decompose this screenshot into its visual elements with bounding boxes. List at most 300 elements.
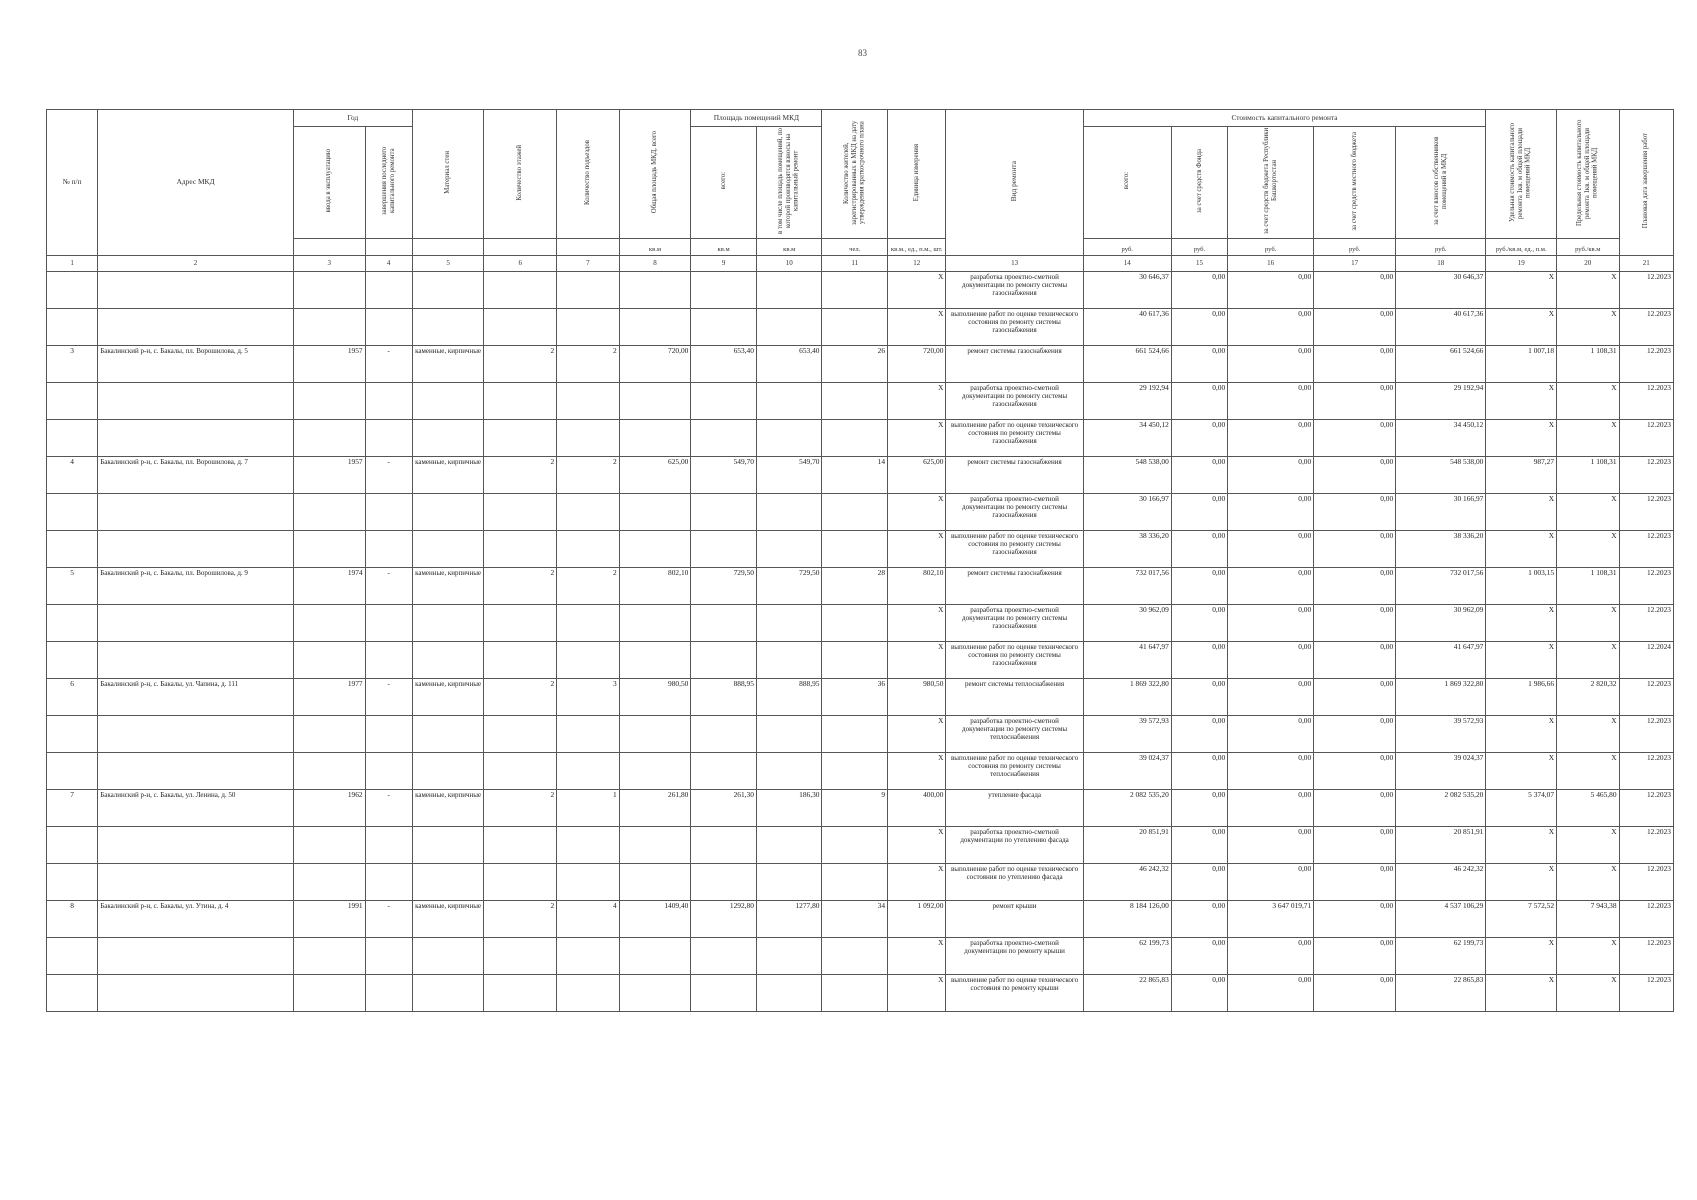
cell-address [98, 863, 294, 900]
cell-local: 0,00 [1314, 863, 1396, 900]
cell-material [412, 752, 484, 789]
cell-fund: 0,00 [1171, 863, 1227, 900]
cell-year [293, 863, 365, 900]
cell-unit: 625,00 [888, 456, 946, 493]
cell-last [365, 419, 412, 456]
cell-unit-cost: 1 986,66 [1486, 678, 1557, 715]
header-planned-date: Плановая дата завершения работ [1619, 110, 1673, 256]
header-unit-cost: Удельная стоимость капитального ремонта 1кв. м общей площади помещений МКД [1486, 110, 1557, 239]
cell-res [822, 974, 888, 1011]
cell-year [293, 937, 365, 974]
cell-area: 980,50 [619, 678, 691, 715]
cell-res [822, 493, 888, 530]
table-row [47, 826, 1674, 863]
cell-floors [484, 382, 557, 419]
unit-cell [484, 238, 557, 255]
cell-res: 36 [822, 678, 888, 715]
cell-last: - [365, 345, 412, 382]
cell-work: выполнение работ по оценке технического состояния по ремонту системы теплоснабжения [946, 752, 1083, 789]
unit-cell [412, 238, 484, 255]
cell-entr [557, 863, 619, 900]
cell-last [365, 974, 412, 1011]
cell-unit: 1 092,00 [888, 900, 946, 937]
cell-total: 34 450,12 [1083, 419, 1171, 456]
cell-max-cost: X [1557, 863, 1619, 900]
cell-address [98, 271, 294, 308]
header-cost-owners: за счет взносов собственников помещений в МКД [1396, 127, 1486, 239]
cell-num [47, 419, 98, 456]
cell-date: 12.2023 [1619, 937, 1673, 974]
header-wall-material: Материал стен [412, 110, 484, 239]
table-row [47, 419, 1674, 456]
cell-local: 0,00 [1314, 974, 1396, 1011]
cell-unit-cost: X [1486, 752, 1557, 789]
cell-work: выполнение работ по оценке технического состояния по ремонту системы газоснабжения [946, 308, 1083, 345]
cell-fund: 0,00 [1171, 271, 1227, 308]
cell-fund: 0,00 [1171, 678, 1227, 715]
cell-local: 0,00 [1314, 752, 1396, 789]
cell-rt: 0,00 [1228, 567, 1314, 604]
cell-work: ремонт системы газоснабжения [946, 456, 1083, 493]
repair-plan-sheet [46, 109, 1674, 1012]
cell-num [47, 826, 98, 863]
cell-address [98, 308, 294, 345]
cell-entr [557, 271, 619, 308]
cell-unit-cost: X [1486, 826, 1557, 863]
cell-prem-incl [756, 937, 822, 974]
cell-date: 12.2023 [1619, 530, 1673, 567]
cell-prem-incl: 549,70 [756, 456, 822, 493]
cell-owners: 20 851,91 [1396, 826, 1486, 863]
cell-work: разработка проектно-сметной документации по ремонту системы газоснабжения [946, 382, 1083, 419]
header-premises-area: Площадь помещений МКД [691, 110, 822, 127]
cell-local: 0,00 [1314, 567, 1396, 604]
cell-max-cost: 1 108,31 [1557, 567, 1619, 604]
cell-owners: 46 242,32 [1396, 863, 1486, 900]
header-cost-total: всего: [1083, 127, 1171, 239]
cell-res [822, 419, 888, 456]
cell-total: 22 865,83 [1083, 974, 1171, 1011]
header-cost: Стоимость капитального ремонта [1083, 110, 1486, 127]
header-year: Год [293, 110, 412, 127]
cell-year [293, 604, 365, 641]
cell-floors [484, 419, 557, 456]
cell-res: 9 [822, 789, 888, 826]
cell-prem [691, 382, 757, 419]
cell-rt: 0,00 [1228, 678, 1314, 715]
cell-address: Бакалинский р-н, с. Бакалы, пл. Ворошилова, д. 9 [98, 567, 294, 604]
cell-res [822, 863, 888, 900]
cell-total: 30 646,37 [1083, 271, 1171, 308]
cell-total: 30 962,09 [1083, 604, 1171, 641]
cell-date: 12.2023 [1619, 678, 1673, 715]
cell-owners: 62 199,73 [1396, 937, 1486, 974]
cell-floors [484, 604, 557, 641]
cell-last: - [365, 567, 412, 604]
cell-unit: X [888, 863, 946, 900]
cell-rt: 3 647 019,71 [1228, 900, 1314, 937]
cell-unit-cost: X [1486, 604, 1557, 641]
cell-owners: 29 192,94 [1396, 382, 1486, 419]
repair-plan-table [46, 109, 1674, 1012]
cell-entr [557, 641, 619, 678]
table-row [47, 789, 1674, 826]
cell-area [619, 715, 691, 752]
cell-res: 14 [822, 456, 888, 493]
cell-floors [484, 308, 557, 345]
cell-work: выполнение работ по оценке технического состояния по утеплению фасада [946, 863, 1083, 900]
cell-fund: 0,00 [1171, 567, 1227, 604]
cell-prem-incl [756, 419, 822, 456]
cell-num [47, 382, 98, 419]
cell-rt: 0,00 [1228, 937, 1314, 974]
cell-prem-incl [756, 863, 822, 900]
cell-floors [484, 752, 557, 789]
cell-address [98, 937, 294, 974]
cell-unit-cost: X [1486, 271, 1557, 308]
cell-unit-cost: X [1486, 530, 1557, 567]
cell-rt: 0,00 [1228, 271, 1314, 308]
cell-year: 1991 [293, 900, 365, 937]
cell-rt: 0,00 [1228, 863, 1314, 900]
cell-address [98, 715, 294, 752]
header-residents: Количество жителей, зарегистрированных в МКД на дату утверждения краткосрочного плана [822, 110, 888, 239]
cell-prem [691, 752, 757, 789]
table-row [47, 974, 1674, 1011]
table-row [47, 530, 1674, 567]
cell-entr: 4 [557, 900, 619, 937]
header-cost-rt: за счет средств бюджета Республики Башкортостан [1228, 127, 1314, 239]
cell-area [619, 493, 691, 530]
cell-res: 34 [822, 900, 888, 937]
cell-total: 38 336,20 [1083, 530, 1171, 567]
cell-work: ремонт системы газоснабжения [946, 345, 1083, 382]
cell-rt: 0,00 [1228, 789, 1314, 826]
cell-year [293, 530, 365, 567]
cell-num [47, 863, 98, 900]
cell-material: каменные, кирпичные [412, 345, 484, 382]
cell-num: 4 [47, 456, 98, 493]
cell-num [47, 974, 98, 1011]
cell-date: 12.2023 [1619, 826, 1673, 863]
column-number: 4 [365, 255, 412, 271]
cell-total: 20 851,91 [1083, 826, 1171, 863]
cell-area [619, 530, 691, 567]
cell-prem-incl [756, 271, 822, 308]
cell-material [412, 974, 484, 1011]
cell-max-cost: X [1557, 641, 1619, 678]
cell-material [412, 604, 484, 641]
cell-fund: 0,00 [1171, 382, 1227, 419]
cell-last: - [365, 789, 412, 826]
cell-address: Бакалинский р-н, с. Бакалы, ул. Утина, д. 4 [98, 900, 294, 937]
cell-last: - [365, 456, 412, 493]
cell-material [412, 715, 484, 752]
cell-material: каменные, кирпичные [412, 789, 484, 826]
cell-last: - [365, 678, 412, 715]
table-row [47, 308, 1674, 345]
column-number: 9 [691, 255, 757, 271]
cell-entr [557, 715, 619, 752]
cell-rt: 0,00 [1228, 456, 1314, 493]
cell-date: 12.2023 [1619, 900, 1673, 937]
cell-unit: X [888, 382, 946, 419]
cell-prem [691, 826, 757, 863]
cell-owners: 40 617,36 [1396, 308, 1486, 345]
cell-material: каменные, кирпичные [412, 900, 484, 937]
unit-cell [365, 238, 412, 255]
cell-entr [557, 382, 619, 419]
cell-area: 802,10 [619, 567, 691, 604]
cell-max-cost: 7 943,38 [1557, 900, 1619, 937]
header-total-area: Общая площадь МКД, всего [619, 110, 691, 239]
cell-material [412, 530, 484, 567]
column-number: 2 [98, 255, 294, 271]
cell-date: 12.2023 [1619, 382, 1673, 419]
cell-floors: 2 [484, 678, 557, 715]
cell-address [98, 382, 294, 419]
cell-prem-incl [756, 493, 822, 530]
cell-last: - [365, 900, 412, 937]
unit-cell: руб. [1228, 238, 1314, 255]
cell-year [293, 271, 365, 308]
cell-unit-cost: X [1486, 974, 1557, 1011]
cell-fund: 0,00 [1171, 419, 1227, 456]
cell-year [293, 641, 365, 678]
cell-local: 0,00 [1314, 715, 1396, 752]
cell-last [365, 826, 412, 863]
cell-unit: X [888, 604, 946, 641]
cell-year [293, 715, 365, 752]
cell-year [293, 308, 365, 345]
cell-prem-incl [756, 308, 822, 345]
cell-max-cost: X [1557, 382, 1619, 419]
cell-last [365, 937, 412, 974]
cell-area: 720,00 [619, 345, 691, 382]
cell-floors [484, 826, 557, 863]
cell-address [98, 641, 294, 678]
cell-owners: 41 647,97 [1396, 641, 1486, 678]
cell-unit-cost: 987,27 [1486, 456, 1557, 493]
cell-local: 0,00 [1314, 382, 1396, 419]
table-row [47, 604, 1674, 641]
unit-cell: кв.м [691, 238, 757, 255]
cell-last [365, 604, 412, 641]
header-floors: Количество этажей [484, 110, 557, 239]
cell-prem [691, 530, 757, 567]
table-row [47, 863, 1674, 900]
cell-floors: 2 [484, 345, 557, 382]
column-number: 19 [1486, 255, 1557, 271]
cell-total: 30 166,97 [1083, 493, 1171, 530]
cell-date: 12.2023 [1619, 456, 1673, 493]
cell-date: 12.2024 [1619, 641, 1673, 678]
cell-entr [557, 493, 619, 530]
cell-prem: 261,30 [691, 789, 757, 826]
unit-cell: кв.м [619, 238, 691, 255]
cell-fund: 0,00 [1171, 937, 1227, 974]
cell-rt: 0,00 [1228, 604, 1314, 641]
cell-area: 1409,40 [619, 900, 691, 937]
cell-res [822, 604, 888, 641]
cell-date: 12.2023 [1619, 345, 1673, 382]
cell-area: 261,80 [619, 789, 691, 826]
column-number: 13 [946, 255, 1083, 271]
cell-res [822, 752, 888, 789]
cell-total: 39 572,93 [1083, 715, 1171, 752]
cell-unit: X [888, 419, 946, 456]
cell-address [98, 974, 294, 1011]
cell-owners: 39 572,93 [1396, 715, 1486, 752]
cell-fund: 0,00 [1171, 456, 1227, 493]
cell-max-cost: X [1557, 271, 1619, 308]
cell-total: 29 192,94 [1083, 382, 1171, 419]
cell-year [293, 382, 365, 419]
cell-year: 1974 [293, 567, 365, 604]
cell-work: разработка проектно-сметной документации по ремонту системы газоснабжения [946, 493, 1083, 530]
cell-rt: 0,00 [1228, 308, 1314, 345]
cell-area [619, 752, 691, 789]
cell-total: 62 199,73 [1083, 937, 1171, 974]
cell-fund: 0,00 [1171, 789, 1227, 826]
cell-res [822, 271, 888, 308]
cell-owners: 4 537 106,29 [1396, 900, 1486, 937]
cell-area [619, 826, 691, 863]
cell-num [47, 604, 98, 641]
header-cost-local: за счет средств местного бюджета [1314, 127, 1396, 239]
cell-num: 5 [47, 567, 98, 604]
header-premises-total: всего: [691, 127, 757, 239]
table-row [47, 678, 1674, 715]
cell-date: 12.2023 [1619, 604, 1673, 641]
cell-entr [557, 752, 619, 789]
cell-max-cost: X [1557, 715, 1619, 752]
cell-prem-incl: 888,95 [756, 678, 822, 715]
cell-total: 1 869 322,80 [1083, 678, 1171, 715]
cell-prem-incl: 729,50 [756, 567, 822, 604]
cell-date: 12.2023 [1619, 789, 1673, 826]
cell-fund: 0,00 [1171, 604, 1227, 641]
unit-cell: чел. [822, 238, 888, 255]
unit-cell [557, 238, 619, 255]
table-row [47, 493, 1674, 530]
cell-rt: 0,00 [1228, 419, 1314, 456]
column-number: 12 [888, 255, 946, 271]
cell-area [619, 382, 691, 419]
cell-max-cost: X [1557, 752, 1619, 789]
cell-floors [484, 493, 557, 530]
cell-local: 0,00 [1314, 789, 1396, 826]
header-work-type: Вид ремонта [946, 110, 1083, 256]
cell-local: 0,00 [1314, 937, 1396, 974]
column-number: 16 [1228, 255, 1314, 271]
cell-total: 46 242,32 [1083, 863, 1171, 900]
cell-max-cost: X [1557, 937, 1619, 974]
column-number: 18 [1396, 255, 1486, 271]
cell-prem-incl [756, 641, 822, 678]
cell-floors: 2 [484, 567, 557, 604]
cell-last [365, 715, 412, 752]
cell-owners: 30 962,09 [1396, 604, 1486, 641]
cell-owners: 30 646,37 [1396, 271, 1486, 308]
cell-max-cost: 2 820,32 [1557, 678, 1619, 715]
cell-unit: 720,00 [888, 345, 946, 382]
column-number: 14 [1083, 255, 1171, 271]
cell-year [293, 974, 365, 1011]
cell-unit-cost: X [1486, 382, 1557, 419]
cell-address: Бакалинский р-н, с. Бакалы, пл. Ворошилова, д. 7 [98, 456, 294, 493]
cell-year: 1957 [293, 345, 365, 382]
cell-owners: 1 869 322,80 [1396, 678, 1486, 715]
cell-local: 0,00 [1314, 900, 1396, 937]
cell-prem-incl [756, 715, 822, 752]
cell-address [98, 493, 294, 530]
unit-cell: руб. [1171, 238, 1227, 255]
column-number: 5 [412, 255, 484, 271]
cell-area [619, 604, 691, 641]
table-row [47, 900, 1674, 937]
cell-year [293, 419, 365, 456]
cell-entr: 2 [557, 567, 619, 604]
cell-floors: 2 [484, 789, 557, 826]
cell-material [412, 382, 484, 419]
cell-max-cost: X [1557, 530, 1619, 567]
cell-work: разработка проектно-сметной документации по ремонту крыши [946, 937, 1083, 974]
cell-material [412, 826, 484, 863]
cell-res [822, 308, 888, 345]
unit-cell: кв.м [756, 238, 822, 255]
cell-unit-cost: X [1486, 715, 1557, 752]
cell-fund: 0,00 [1171, 752, 1227, 789]
cell-unit-cost: X [1486, 863, 1557, 900]
cell-floors [484, 641, 557, 678]
cell-address: Бакалинский р-н, с. Бакалы, ул. Чапина, д. 111 [98, 678, 294, 715]
cell-unit: X [888, 530, 946, 567]
cell-unit-cost: X [1486, 493, 1557, 530]
cell-total: 2 082 535,20 [1083, 789, 1171, 826]
cell-rt: 0,00 [1228, 530, 1314, 567]
cell-total: 548 538,00 [1083, 456, 1171, 493]
cell-prem-incl [756, 752, 822, 789]
cell-material: каменные, кирпичные [412, 678, 484, 715]
table-row [47, 271, 1674, 308]
cell-unit-cost: X [1486, 641, 1557, 678]
cell-material [412, 419, 484, 456]
cell-work: ремонт системы теплоснабжения [946, 678, 1083, 715]
cell-date: 12.2023 [1619, 752, 1673, 789]
cell-prem: 1292,80 [691, 900, 757, 937]
header-entrances: Количество подъездов [557, 110, 619, 239]
cell-owners: 732 017,56 [1396, 567, 1486, 604]
header-num: № п/п [47, 110, 98, 256]
cell-fund: 0,00 [1171, 900, 1227, 937]
cell-unit: X [888, 271, 946, 308]
cell-year: 1957 [293, 456, 365, 493]
cell-entr [557, 974, 619, 1011]
cell-work: выполнение работ по оценке технического состояния по ремонту крыши [946, 974, 1083, 1011]
cell-max-cost: X [1557, 493, 1619, 530]
unit-cell: руб./кв.м, ед., п.м. [1486, 238, 1557, 255]
column-numbers-row [47, 255, 1674, 271]
cell-owners: 22 865,83 [1396, 974, 1486, 1011]
header-year-commission: ввода в эксплуатацию [293, 127, 365, 239]
cell-area [619, 308, 691, 345]
cell-date: 12.2023 [1619, 308, 1673, 345]
column-number: 7 [557, 255, 619, 271]
cell-last [365, 308, 412, 345]
cell-fund: 0,00 [1171, 530, 1227, 567]
cell-local: 0,00 [1314, 641, 1396, 678]
